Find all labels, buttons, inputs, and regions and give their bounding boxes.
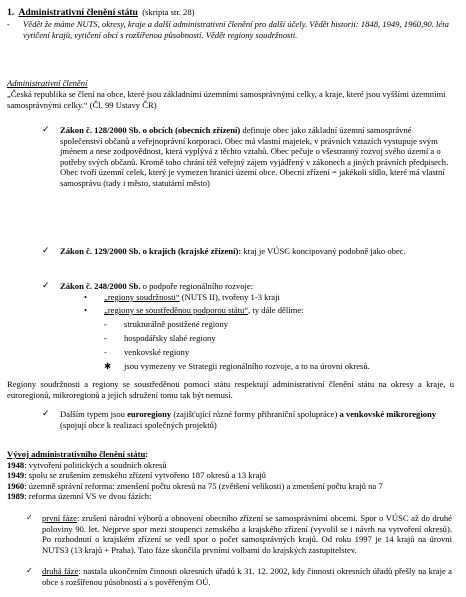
phase-label: druhá fáze [42,566,79,576]
phase-second [26,566,452,587]
history-section [7,449,458,502]
microregions-term: a venkovské mikroregiony [339,409,437,419]
history-heading: Vývoj administrativního členění státu [7,449,146,459]
law-129-title: Zákon č. 129/2000 Sb. o krajích (krajské zřízení): [60,246,242,256]
admin-heading: Administrativní členění [7,78,88,88]
cohesion-paragraph: Regiony soudržnosti a regiony se soustředěnou pomocí státu respektují administrativní členění státu na okresy a kraje, u euroregionů, mikroregionů a jejich sdružení tomu tak být nemusí. [7,379,454,400]
bullet-icon: • [84,305,88,315]
subitem-rural [104,347,452,358]
history-year: 1989 [7,491,25,502]
history-row [7,470,458,481]
section-reference: (skripta str. 28) [142,7,195,17]
euroregions-block [0,409,466,433]
history-heading-line [7,449,458,460]
header-title-line [7,7,460,19]
subitem-text: jsou vymezeny ve Strategii regionálního rozvoje, a to na úrovni okresů. [124,361,370,371]
law-129-block [0,246,466,270]
phase-text [42,513,452,555]
checkmark-icon: ✓ [42,281,50,291]
note-dash: - [7,19,10,29]
history-text: : vytvoření politických a soudních okresů [24,459,167,470]
euroregions-mid: (zajišťující různé formy přihraniční spolupráce) [171,409,340,419]
history-row [7,481,458,492]
subitem-text: hospodářsky slabé regiony [124,333,216,343]
item-label: „regiony se soustředěnou podporou státu“ [104,305,249,315]
checkmark-icon: ✓ [42,246,50,256]
phase-text [42,566,452,587]
bullet-icon: • [84,292,88,302]
history-text: : územně správní reforma: zmenšení počtu okresů na 75 (zvětšení velikosti) a zmenšení počtu krajů na 7 [24,480,383,491]
law-248-title: Zákon č. 248/2000 Sb. [60,281,141,291]
law-248-body: o podpoře regionálního rozvoje: [142,281,254,291]
law-129-body: kraj je VÚSC koncipovaný podobně jako obec. [243,246,406,256]
history-text: : reforma územní VS ve dvou fázích: [24,491,152,502]
section-number: 1. [7,7,15,18]
constitution-quote: „Česká republika se člení na obce, které jsou základními územními samosprávnými celky, a kraje, které jsou vyššími územními samosprávnými celky.“ (Čl. 99 Ustavy ČR) [7,89,446,110]
phase-body: : zrušení národní výborů a obnovení obecního zřízení se samosprávními obcemi. Spor o VÚSC až do druhé poloviny 90. let. Nejprve spor mezi stoupenci zemského a krajského zřízení (vyvolil se i návrh na vytvoření okresů). Po rozhodnutí o krajském zřízení se vedl spor o počet samosprávných krajů. Od roku 1997 je 14 krajů na úrovni NUTS3 (13 krajů + Praha). Tato fáze skončila prvními volbami do krajských zastupitelstev. [42,513,452,555]
subitem-economic [104,333,452,344]
dash-icon: - [104,333,107,343]
history-year: 1948 [7,459,25,470]
study-note: Vědět že máme NUTS, okresy, kraje a další administrativní členění pro další účely. Vědět historii: 1848, 1949, 1960,90. léta vytičení krajů, vytičení obcí s rozšířenou působností. Vědět regiony soudržnosti. [23,19,449,40]
law-129-text [60,246,452,257]
section-admin-heading [7,78,87,89]
phase-first [26,513,452,555]
subitem-text: venkovské regiony [124,347,190,357]
law-128-body: definuje obec jako základní územní samosprávné společenství občanů a veřejnoprávní korporaci. Obec má vlastní majetek, v právních vztazích vystupuje svým jménem a nese zodpovědnost, která vyplývá z těchto vztahů. Obec pečuje o všestranný rozvoj svého území a o potřeby svých občanů. Kromě toho chrání též veřejný zájem vyjádřený v zákonech a jiných právních předpisech. Obec tvoří územní celek, který je vymezen hranicí území obce. Obecní zřízení = jakékoli sídlo, které má vlastní samosprávu (tady i město, statutární město) [60,125,449,188]
history-row [7,460,458,471]
asterisk-icon: ✱ [104,361,112,371]
checkmark-icon: ✓ [26,566,33,575]
phase-label: první fáze [42,513,77,523]
law-128-block [0,125,466,235]
list-item-supported-regions [84,305,452,316]
item-text: , ty dále dělíme: [248,305,304,315]
item-label: „regiony soudržnosti“ [104,292,180,302]
euroregions-term: euroregiony [127,409,172,419]
history-heading-colon: : [145,449,149,459]
euroregions-post: (spojují obce k realizaci společných projektů) [60,419,217,430]
law-128-text [60,125,452,189]
section-title: Administrativní členění státu [18,7,138,18]
euroregions-text [60,409,452,430]
header [7,7,460,40]
checkmark-icon: ✓ [42,125,50,135]
subitem-strategy [104,361,452,372]
checkmark-icon: ✓ [26,513,33,522]
list-item-cohesion-regions [84,292,452,303]
law-128-title: Zákon č. 128/2000 Sb. o obcích (obecních zřízení) [60,125,241,135]
phase-body: : nastala ukončením činnosti okresních úřadů k 31. 12. 2002, kdy činnosti okresních úřadů přešly na kraje a obce s rozšířenou působností a s pověřeným OÚ. [42,566,452,587]
item-text: (NUTS II), tvořeny 1-3 kraji [179,292,280,302]
checkmark-icon: ✓ [42,409,50,419]
dash-icon: - [104,319,107,329]
history-year: 1949 [7,470,25,481]
subitem-structural [104,319,452,330]
history-text: : spolu se zrušením zemského zřízení vytvořeno 187 okresů a 13 krajů [24,470,266,481]
history-year: 1960 [7,480,25,491]
law-248-text [60,281,452,292]
history-row [7,491,458,502]
subitem-text: strukturálně postižené regiony [124,319,229,329]
dash-icon: - [104,347,107,357]
euroregions-pre: Dalším typem jsou [60,409,128,419]
